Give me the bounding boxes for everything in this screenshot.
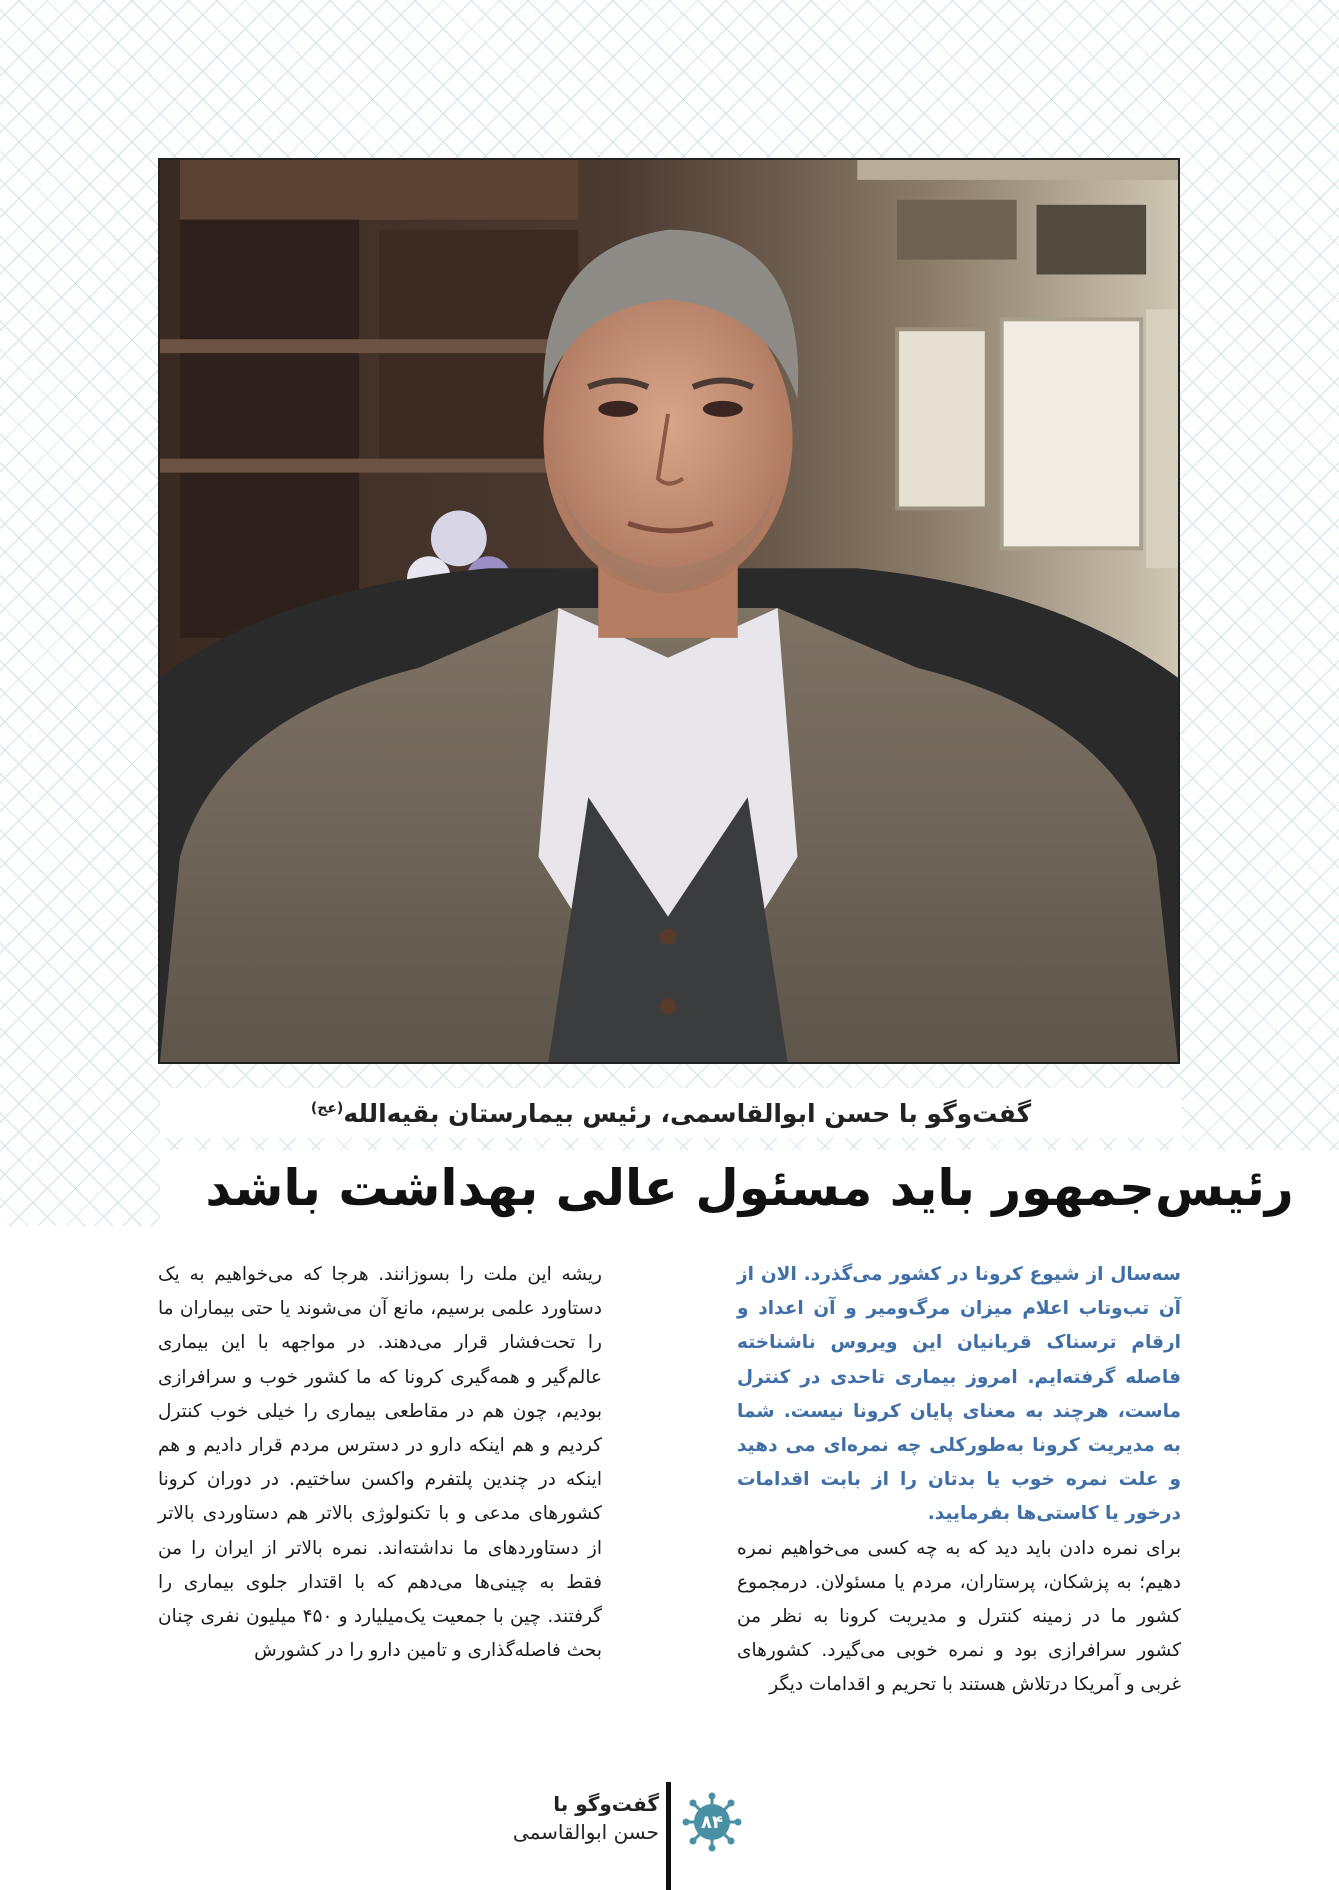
article-title: رئیس‌جمهور باید مسئول عالی بهداشت باشد (205, 1159, 1294, 1217)
interview-question: سه‌سال از شیوع کرونا در کشور می‌گذرد. الان از آن تب‌وتاب اعلام میزان مرگ‌ومیر و آن اعداد و ارقام ترسناک قربانیان این ویروس ناشناخته فاصله گرفته‌ایم. امروز بیماری تا‌حدی در کنترل ماست، هرچند به معنای پایان کرونا نیست. شما به مدیریت کرونا به‌طورکلی چه نمره‌ای می‌ دهید و علت نمره خوب یا بدتان را از بابت اقدامات درخور یا کاستی‌ها بفرمایید. (737, 1264, 1181, 1525)
footer-line-1: گفت‌وگو با (553, 1792, 659, 1816)
article-body (0, 1226, 1339, 1782)
subtitle-band (160, 1088, 1182, 1138)
answer-paragraph-2: ریشه این ملت را بسوزانند. هرجا که می‌خواهیم به یک دستاورد علمی برسیم، مانع آن می‌شوند یا حتی بیماران ما را تحت‌فشار قرار می‌دهند. در مواجهه با این بیماری عالم‌گیر و همه‌گیری کرونا که ما کشور خوب و سرافرازی بودیم، چون هم در مقاطعی بیماری را خیلی خوب کنترل کردیم و هم اینکه دارو در دسترس مردم قرار دادیم و هم اینکه در چندین پلتفرم واکسن ساختیم. در دوران کرونا کشورهای مدعی و با تکنولوژی بالاتر هم دستاوردی بالاتر از دستاوردهای ما نداشته‌اند. نمره بالاتر از ایران را من فقط به چینی‌ها می‌دهم که با اقتدار جلوی بیماری را گرفتند. چین با جمعیت یک‌میلیارد و ۴۵۰ میلیون نفری چنان بحث فاصله‌گذاری و تامین دارو را در کشورش (158, 1264, 602, 1662)
footer-section-label (513, 1790, 659, 1846)
portrait-illustration (160, 160, 1178, 1062)
text-column-right (737, 1258, 1181, 1703)
answer-paragraph-1: برای نمره دادن باید دید که به چه کسی می‌خواهیم نمره دهیم؛ به پزشکان، پرستاران، مردم یا مسئولان. درمجموع کشور ما در زمینه کنترل و مدیریت کرونا به نظر من کشور سرافرازی بود و نمره خوبی می‌گیرد. کشورهای غربی و آمریکا درتلاش هستند با تحریم و اقدامات دیگر (737, 1537, 1181, 1696)
page-footer (0, 1782, 1339, 1890)
subtitle-text: گفت‌وگو با حسن ابوالقاسمی، رئیس بیمارستان بقیه‌الله (343, 1098, 1032, 1128)
interview-subtitle (311, 1099, 1031, 1128)
portrait-photo (158, 158, 1180, 1064)
footer-divider (666, 1782, 671, 1890)
title-band (160, 1150, 1339, 1226)
page-badge (682, 1792, 742, 1852)
footer-line-2: حسن ابوالقاسمی (512, 1820, 659, 1844)
page-number: ۸۴ (701, 1811, 723, 1833)
text-column-left (158, 1258, 602, 1668)
subtitle-honorific: (عج) (310, 1100, 344, 1117)
